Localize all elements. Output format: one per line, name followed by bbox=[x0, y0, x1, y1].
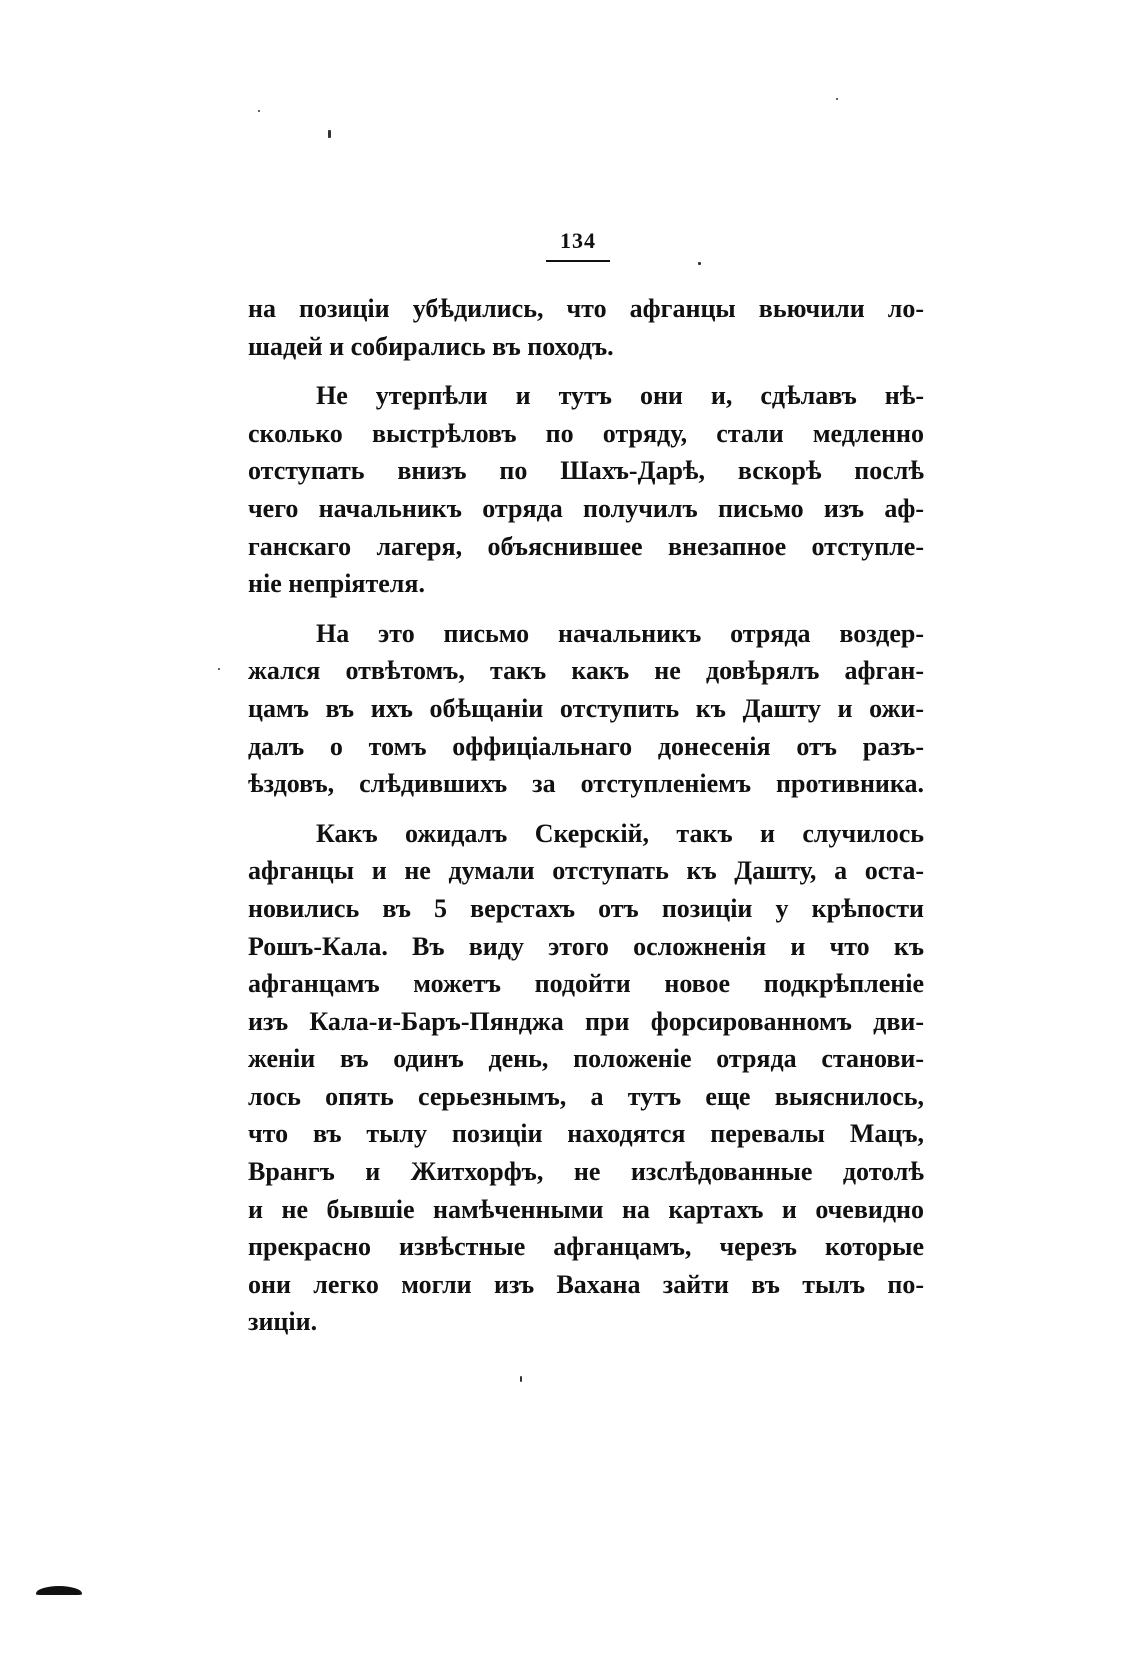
scan-speck bbox=[328, 130, 331, 138]
text-line: ѣздовъ, слѣдившихъ за отступленіемъ противника. bbox=[248, 769, 924, 799]
text-line: цамъ въ ихъ обѣщаніи отступить къ Дашту и ожи- bbox=[248, 693, 924, 723]
text-line: ніе непріятеля. bbox=[248, 569, 425, 599]
text-line: Не утерпѣли и тутъ они и, сдѣлавъ нѣ- bbox=[316, 381, 924, 411]
text-line: шадей и собирались въ походъ. bbox=[248, 331, 614, 361]
text-line: сколько выстрѣловъ по отряду, стали медленно bbox=[248, 418, 924, 448]
paragraph-4 bbox=[248, 815, 924, 1341]
paragraph-1 bbox=[248, 290, 924, 365]
scan-speck bbox=[698, 262, 701, 265]
page-number: 134 bbox=[560, 228, 596, 253]
page-number-rule bbox=[546, 260, 610, 262]
paragraph-3 bbox=[248, 615, 924, 803]
text-line: Рошъ-Кала. Въ виду этого осложненія и что къ bbox=[248, 931, 924, 961]
text-line: чего начальникъ отряда получилъ письмо изъ аф- bbox=[248, 493, 924, 523]
text-line: и не бывшіе намѣченными на картахъ и очевидно bbox=[248, 1194, 924, 1224]
paragraph-2 bbox=[248, 377, 924, 603]
text-line: жался отвѣтомъ, такъ какъ не довѣрялъ афган- bbox=[248, 656, 924, 686]
text-line: лось опять серьезнымъ, а тутъ еще выяснилось, bbox=[248, 1081, 924, 1111]
text-line: женіи въ одинъ день, положеніе отряда станови- bbox=[248, 1044, 924, 1074]
text-line: изъ Кала-и-Баръ-Пянджа при форсированномъ дви- bbox=[248, 1006, 924, 1036]
text-line: прекрасно извѣстные афганцамъ, черезъ которые bbox=[248, 1232, 924, 1262]
text-line: новились въ 5 верстахъ отъ позиціи у крѣпости bbox=[248, 893, 924, 923]
text-line: На это письмо начальникъ отряда воздер- bbox=[316, 618, 924, 648]
scan-speck bbox=[258, 110, 260, 112]
edge-smudge bbox=[36, 1586, 82, 1595]
text-line: они легко могли изъ Вахана зайти въ тылъ по- bbox=[248, 1269, 924, 1299]
text-line: Врангъ и Житхорфъ, не изслѣдованные дотолѣ bbox=[248, 1157, 924, 1187]
text-line: ганскаго лагеря, объяснившее внезапное отступле- bbox=[248, 531, 924, 561]
text-line: афганцамъ можетъ подойти новое подкрѣпленіе bbox=[248, 969, 924, 999]
scan-speck bbox=[218, 668, 220, 670]
text-line: далъ о томъ оффиціальнаго донесенія отъ разъ- bbox=[248, 731, 924, 761]
text-line: Какъ ожидалъ Скерскій, такъ и случилось bbox=[316, 818, 924, 848]
text-line: что въ тылу позиціи находятся перевалы Мацъ, bbox=[248, 1119, 924, 1149]
scan-speck bbox=[836, 98, 838, 100]
scan-speck bbox=[520, 1376, 522, 1382]
text-line: отступать внизъ по Шахъ-Дарѣ, вскорѣ послѣ bbox=[248, 456, 924, 486]
text-line: на позиціи убѣдились, что афганцы вьючили ло- bbox=[248, 294, 924, 323]
body-text bbox=[248, 290, 924, 1341]
text-line: зиціи. bbox=[248, 1307, 318, 1337]
text-line: афганцы и не думали отступать къ Дашту, а оста- bbox=[248, 856, 924, 886]
